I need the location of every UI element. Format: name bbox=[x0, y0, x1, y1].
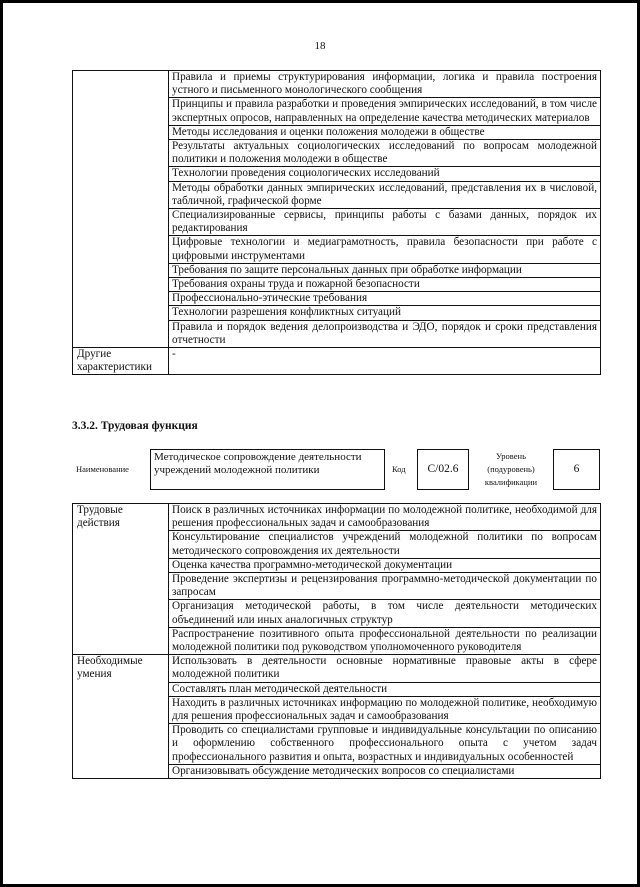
row-label: Трудовые действия bbox=[73, 504, 169, 655]
row-text: Технологии проведения социологических исследований bbox=[169, 167, 601, 181]
row-label bbox=[73, 71, 169, 348]
row-text: Специализированные сервисы, принципы работы с базами данных, порядок их редактирования bbox=[169, 209, 601, 236]
row-text: Проводить со специалистами групповые и индивидуальные консультации по описанию и оформлению собственного профессионального опыта с учетом задач профессионального развития и опыта, возрастных и индивидуальных особенностей bbox=[169, 724, 601, 765]
row-text: Профессионально-этические требования bbox=[169, 292, 601, 306]
name-label: Наименование bbox=[76, 464, 129, 474]
level-label: Уровень (подуровень) квалификации bbox=[484, 451, 538, 487]
row-text: Требования охраны труда и пожарной безопасности bbox=[169, 278, 601, 292]
row-text: Правила и приемы структурирования информации, логика и правила построения устного и письменного монологического сообщения bbox=[169, 71, 601, 98]
knowledge-table bbox=[72, 70, 601, 375]
qualification-level: 6 bbox=[553, 449, 600, 490]
row-text: Оценка качества программно-методической документации bbox=[169, 558, 601, 572]
row-text: Методы исследования и оценки положения молодежи в обществе bbox=[169, 125, 601, 139]
labor-function-table bbox=[72, 503, 601, 779]
function-name: Методическое сопровождение деятельности учреждений молодежной политики bbox=[150, 449, 385, 490]
row-text: Результаты актуальных социологических исследований по вопросам молодежной политики и положения молодежи в обществе bbox=[169, 140, 601, 167]
other-characteristics-row bbox=[73, 348, 601, 375]
row-text: Проведение экспертизы и рецензирования программно-методической документации по запросам bbox=[169, 573, 601, 600]
row-text: Технологии разрешения конфликтных ситуаций bbox=[169, 306, 601, 320]
row-text: Консультирование специалистов учреждений молодежной политики по вопросам методического сопровождения их деятельности bbox=[169, 531, 601, 558]
row-text: Находить в различных источниках информацию по молодежной политике, необходимую для решения профессиональных задач и самообразования bbox=[169, 696, 601, 723]
function-code: C/02.6 bbox=[417, 449, 469, 490]
row-text: Принципы и правила разработки и проведения эмпирических исследований, в том числе экспертных опросов, направленных на определение качества методических материалов bbox=[169, 98, 601, 125]
row-text: Составлять план методической деятельности bbox=[169, 682, 601, 696]
row-text: Методы обработки данных эмпирических исследований, представления их в числовой, табличной, графической форме bbox=[169, 181, 601, 208]
page-number: 18 bbox=[314, 40, 326, 52]
row-text: Требования по защите персональных данных при обработке информации bbox=[169, 263, 601, 277]
row-text: Правила и порядок ведения делопроизводства и ЭДО, порядок и сроки представления отчетности bbox=[169, 320, 601, 347]
row-text: Организация методической работы, в том числе деятельности методических объединений или иных аналогичных структур bbox=[169, 600, 601, 627]
row-text: Распространение позитивного опыта профессиональной деятельности по реализации молодежной политики под руководством уполномоченного руководителя bbox=[169, 627, 601, 654]
row-label: Другие характеристики bbox=[73, 348, 169, 375]
row-text: - bbox=[169, 348, 601, 375]
action-row bbox=[73, 504, 601, 531]
row-text: Организовывать обсуждение методических вопросов со специалистами bbox=[169, 764, 601, 778]
knowledge-row bbox=[73, 71, 601, 98]
section-heading: 3.3.2. Трудовая функция bbox=[72, 420, 198, 432]
labor-function-header bbox=[72, 449, 600, 493]
row-label: Необходимые умения bbox=[73, 655, 169, 779]
skill-row bbox=[73, 655, 601, 682]
row-text: Использовать в деятельности основные нормативные правовые акты в сфере молодежной политики bbox=[169, 655, 601, 682]
row-text: Цифровые технологии и медиаграмотность, правила безопасности при работе с цифровыми инструментами bbox=[169, 236, 601, 263]
code-label: Код bbox=[392, 464, 406, 474]
row-text: Поиск в различных источниках информации по молодежной политике, необходимой для решения профессиональных задач и самообразования bbox=[169, 504, 601, 531]
